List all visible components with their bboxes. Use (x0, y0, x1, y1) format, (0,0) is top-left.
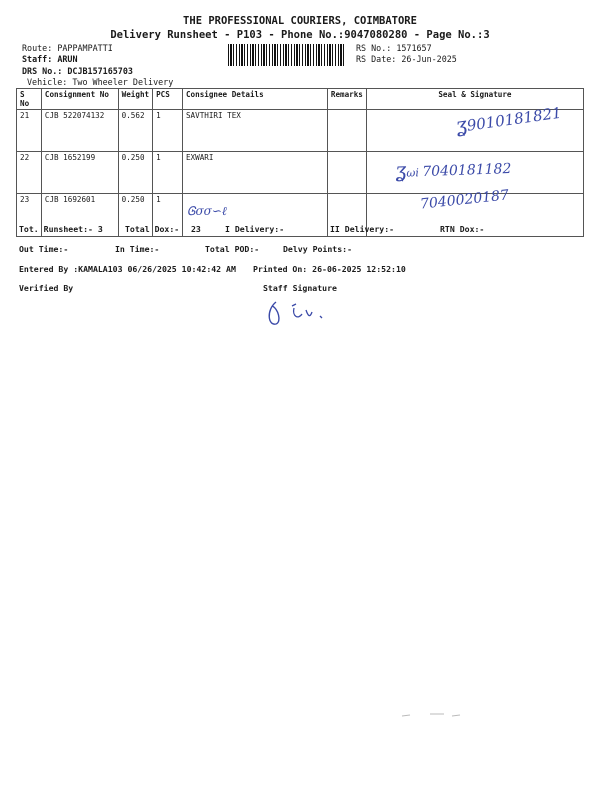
cell-remarks (327, 110, 366, 152)
signature-scribble: ʓ (453, 111, 469, 138)
cell-remarks (327, 152, 366, 194)
drs-value: DCJB157165703 (67, 66, 133, 76)
entered-by: Entered By :KAMALA103 06/26/2025 10:42:42 AM (19, 264, 236, 274)
signature-scribble: ʓ (394, 157, 407, 183)
total-pod: Total POD:- (205, 244, 260, 254)
cell-weight: 0.562 (118, 110, 152, 152)
in-time: In Time:- (115, 244, 160, 254)
cell-pcs: 1 (153, 110, 183, 152)
total-runsheet: Tot. Runsheet:- 3 (19, 224, 103, 234)
staff-line (22, 54, 77, 64)
rs-no-label: RS No.: (356, 43, 392, 53)
cell-sno: 21 (17, 110, 42, 152)
drs-line (22, 66, 133, 76)
col-header: Remarks (327, 89, 366, 110)
rs-no-line (356, 43, 432, 53)
rs-date-line (356, 54, 457, 64)
i-delivery: I Delivery:- (225, 224, 285, 234)
signature-scribble: ωi (406, 166, 423, 180)
cell-consignment: CJB 522074132 (41, 110, 118, 152)
handwritten-number: 7040020187 (419, 187, 510, 213)
route-label: Route: (22, 43, 53, 53)
staff-signature-label: Staff Signature (263, 283, 337, 293)
cell-pcs: 1 (153, 194, 183, 237)
cell-sno: 22 (17, 152, 42, 194)
total-dox-value: 23 (191, 224, 201, 234)
barcode (228, 44, 346, 66)
rs-no-value: 1571657 (396, 43, 432, 53)
rs-date-value: 26-Jun-2025 (401, 54, 457, 64)
handwritten-signature-22 (395, 154, 512, 182)
col-header: Consignee Details (182, 89, 327, 110)
route-value: PAPPAMPATTI (57, 43, 113, 53)
cell-consignee: SAVTHIRI TEX (182, 110, 327, 152)
vehicle-label: Vehicle: (27, 77, 68, 87)
rtn-dox: RTN Dox:- (440, 224, 485, 234)
printed-on: Printed On: 26-06-2025 12:52:10 (253, 264, 406, 274)
col-header: S No (17, 89, 42, 110)
drs-label: DRS No.: (22, 66, 63, 76)
cell-pcs: 1 (153, 152, 183, 194)
col-header: Consignment No (41, 89, 118, 110)
cell-consignee: EXWARI (182, 152, 327, 194)
rs-date-label: RS Date: (356, 54, 397, 64)
col-header: Seal & Signature (366, 89, 583, 110)
col-header: PCS (153, 89, 183, 110)
vehicle-line (27, 77, 173, 87)
runsheet-subtitle: Delivery Runsheet - P103 - Phone No.:9047080280 - Page No.:3 (110, 29, 490, 41)
handwritten-number: 9010181821 (465, 103, 563, 135)
company-title: THE PROFESSIONAL COURIERS, COIMBATORE (183, 15, 417, 27)
col-header: Weight (118, 89, 152, 110)
staff-label: Staff: (22, 54, 53, 64)
cell-weight: 0.250 (118, 194, 152, 237)
cell-sno: 23 (17, 194, 42, 237)
faint-mark (400, 710, 470, 720)
delvy-points: Delvy Points:- (283, 244, 353, 254)
vehicle-value: Two Wheeler Delivery (72, 77, 174, 87)
verified-by: Verified By (19, 283, 74, 293)
cell-consignment: CJB 1652199 (41, 152, 118, 194)
consignee-signature-scribble: Ꮆσσ∽ℓ (187, 204, 227, 218)
handwritten-number: 7040181182 (422, 160, 512, 181)
cell-weight: 0.250 (118, 152, 152, 194)
route-line (22, 43, 113, 53)
staff-value: ARUN (57, 54, 78, 64)
ii-delivery: II Delivery:- (330, 224, 395, 234)
total-dox-label: Total Dox:- (125, 224, 180, 234)
out-time: Out Time:- (19, 244, 69, 254)
cell-consignment: CJB 1692601 (41, 194, 118, 237)
staff-signature-image (262, 296, 342, 330)
